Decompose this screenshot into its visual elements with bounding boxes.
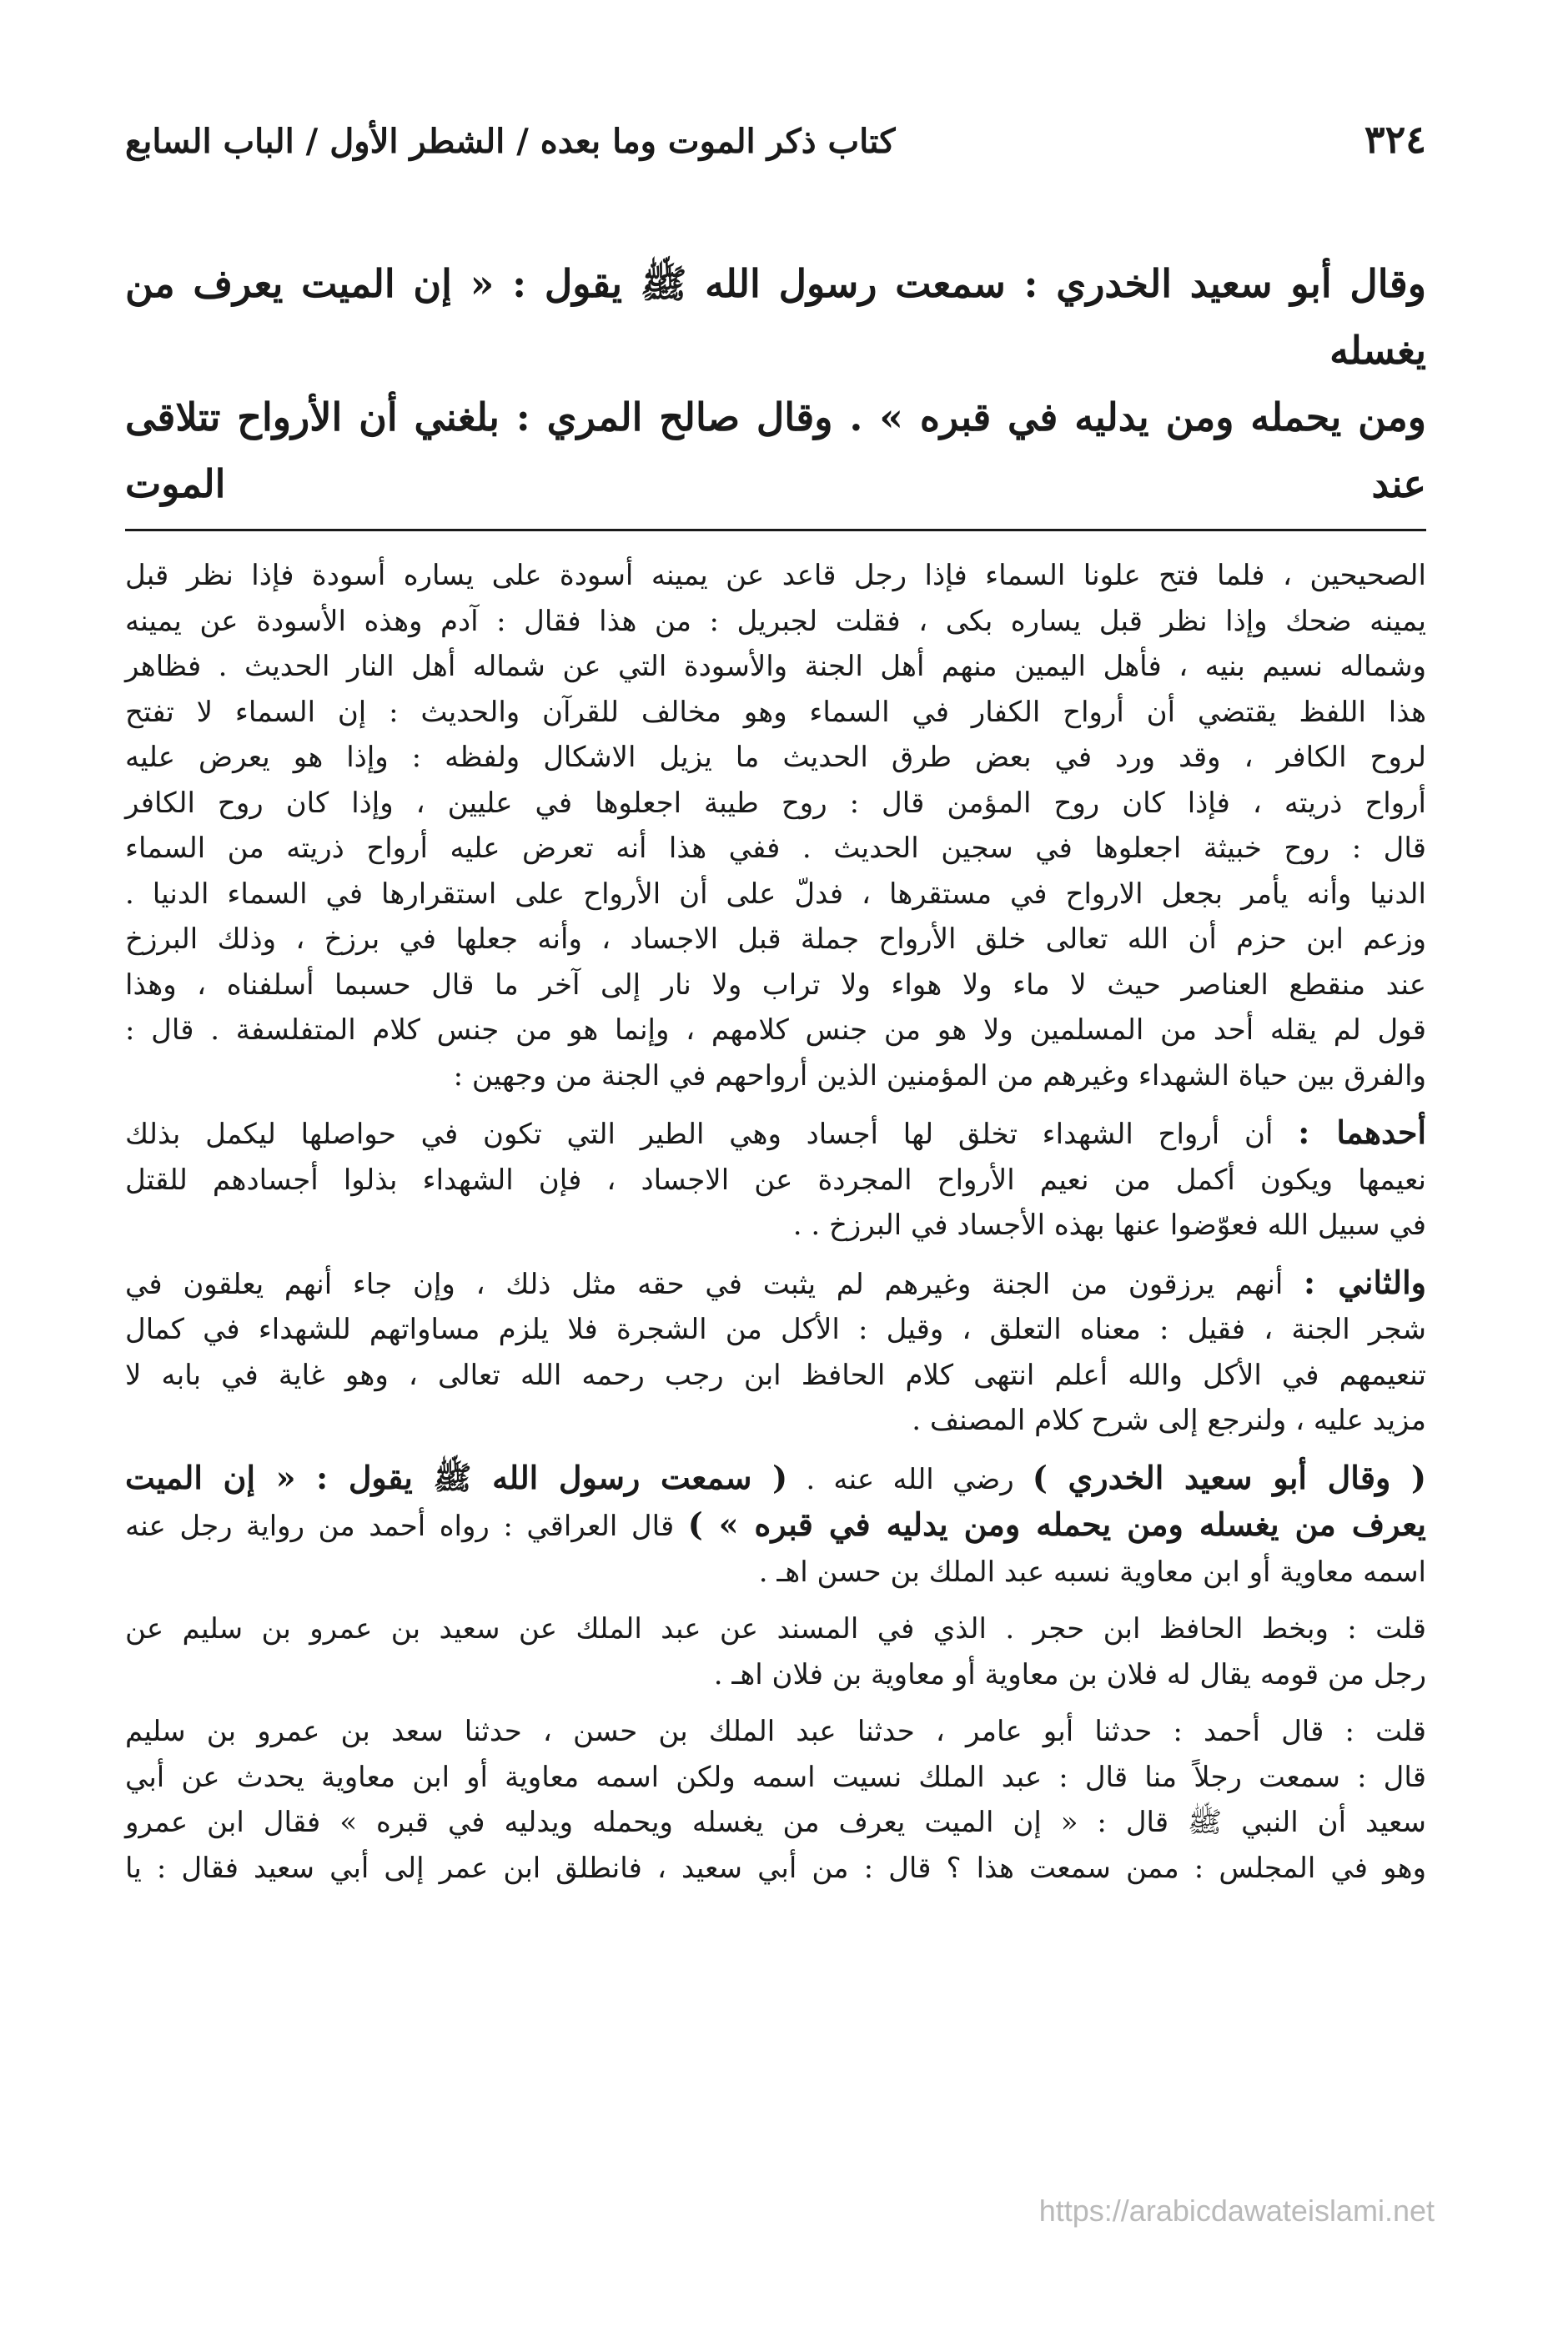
commentary-line: اسمه معاوية أو ابن معاوية نسبه عبد الملك بن حسن اهـ . <box>758 1555 1426 1589</box>
commentary-text: أنهم يرزقون من الجنة وغيرهم لم يثبت في حقه مثل ذلك ، وإن جاء أنهم يعلقون في <box>125 1267 1284 1301</box>
commentary-text: أن أرواح الشهداء تخلق لها أجساد وهي الطير التي تكون في حواصلها ليكمل بذلك <box>125 1118 1274 1151</box>
website-watermark: https://arabicdawateislami.net <box>1038 2194 1435 2228</box>
commentary-line: قال : سمعت رجلاً منا قال : عبد الملك نسيت اسمه ولكن اسمه معاوية أو ابن معاوية يحدث عن أبي <box>125 1760 1426 1794</box>
commentary-line: يمينه ضحك وإذا نظر قبل يساره بكى ، فقلت لجبريل : من هذا فقال : آدم وهذه الأسودة عن يمينه <box>125 604 1426 638</box>
paragraph-label: أحدهما : <box>1298 1113 1427 1151</box>
commentary-text: قال العراقي : رواه أحمد من رواية رجل عنه <box>125 1510 675 1543</box>
commentary-paragraph <box>125 1709 1426 1891</box>
commentary-line: في سبيل الله فعوّضوا عنها بهذه الأجساد في البرزخ . . <box>792 1209 1426 1242</box>
commentary-line: وهو في المجلس : ممن سمعت هذا ؟ قال : من أبي سعيد ، فانطلق ابن عمر إلى أبي سعيد فقال : يا <box>125 1851 1426 1885</box>
commentary-line: رجل من قومه يقال له فلان بن معاوية أو معاوية بن فلان اهـ . <box>713 1657 1426 1691</box>
commentary-line: مزيد عليه ، ولنرجع إلى شرح كلام المصنف . <box>912 1404 1426 1437</box>
commentary-line: والفرق بين حياة الشهداء وغيرهم من المؤمنين الذين أرواحهم في الجنة من وجهين : <box>453 1058 1426 1093</box>
commentary-line: لروح الكافر ، وقد ورد في بعض طرق الحديث ما يزيل الاشكال ولفظه : وإذا هو يعرض عليه <box>125 741 1426 774</box>
commentary-paragraph <box>125 1606 1426 1697</box>
commentary-paragraph <box>125 1110 1426 1249</box>
commentary-line <box>125 1110 1426 1158</box>
main-text-line: ومن يحمله ومن يدليه في قبره » . وقال صالح المري : بلغني أن الأرواح تتلاقى عند الموت <box>125 395 1426 506</box>
commentary-line: قول لم يقله أحد من المسلمين ولا هو من جنس كلامهم ، وإنما هو من جنس كلام المتفلسفة . قال : <box>125 1013 1426 1047</box>
commentary-line: أرواح ذريته ، فإذا كان روح المؤمن قال : روح طيبة اجعلوها في عليين ، وإذا كان روح الكافر <box>125 786 1426 820</box>
commentary-line <box>125 1502 1426 1550</box>
commentary-paragraph <box>125 1260 1426 1444</box>
main-text-line: وقال أبو سعيد الخدري : سمعت رسول الله ﷺ يقول : « إن الميت يعرف من يغسله <box>125 261 1426 373</box>
commentary <box>125 553 1426 1891</box>
commentary-line: قلت : قال أحمد : حدثنا أبو عامر ، حدثنا عبد الملك بن حسن ، حدثنا سعد بن عمرو بن سليم <box>125 1715 1426 1748</box>
commentary-line <box>125 1260 1426 1308</box>
quoted-main-text: ( سمعت رسول الله ﷺ يقول : « إن الميت <box>125 1458 788 1496</box>
main-text <box>125 250 1426 517</box>
page-number: ٣٢٤ <box>1364 117 1426 162</box>
commentary-line <box>125 1455 1426 1503</box>
commentary-line: عند منقطع العناصر حيث لا ماء ولا هواء ولا تراب ولا نار إلى آخر ما قال حسبما أسلفناه ، وهذا <box>125 967 1426 1002</box>
commentary-line: الدنيا وأنه يأمر بجعل الارواح في مستقرها ، فدلّ على أن الأرواح على استقرارها في السماء الدنيا . <box>125 877 1426 911</box>
separator-rule <box>125 529 1426 531</box>
commentary-line: وزعم ابن حزم أن الله تعالى خلق الأرواح جملة قبل الاجساد ، وأنه جعلها في برزخ ، وذلك البرزخ <box>125 922 1426 956</box>
commentary-paragraph <box>125 1455 1426 1596</box>
commentary-line: الصحيحين ، فلما فتح علونا السماء فإذا رجل قاعد عن يمينه أسودة على يساره أسودة فإذا نظر قبل <box>125 559 1426 592</box>
commentary-line: تنعيمهم في الأكل والله أعلم انتهى كلام الحافظ ابن رجب رحمه الله تعالى ، وهو غاية في بابه لا <box>125 1358 1426 1392</box>
quoted-main-text: ( وقال أبو سعيد الخدري ) <box>1032 1458 1426 1496</box>
commentary-line: قلت : وبخط الحافظ ابن حجر . الذي في المسند عن عبد الملك عن سعيد بن عمرو بن سليم عن <box>125 1612 1426 1646</box>
page-header <box>125 117 1426 175</box>
commentary-line: وشماله نسيم بنيه ، فأهل اليمين منهم أهل الجنة والأسودة التي عن شماله أهل النار الحديث . فظاهر <box>125 650 1426 683</box>
commentary-line: قال : روح خبيثة اجعلوها في سجين الحديث . ففي هذا أنه تعرض عليه أرواح ذريته من السماء <box>125 832 1426 865</box>
commentary-line: شجر الجنة ، فقيل : معناه التعلق ، وقيل : الأكل من الشجرة فلا يلزم مساواتهم للشهداء في كمال <box>125 1313 1426 1346</box>
commentary-text: رضي الله عنه . <box>806 1462 1014 1496</box>
book-page <box>125 117 1426 1891</box>
commentary-line: سعيد أن النبي ﷺ قال : « إن الميت يعرف من يغسله ويحمله ويدليه في قبره » فقال ابن عمرو <box>125 1806 1426 1839</box>
commentary-paragraph <box>125 553 1426 1098</box>
running-title: كتاب ذكر الموت وما بعده / الشطر الأول / الباب السابع <box>125 122 896 161</box>
paragraph-label: والثاني : <box>1304 1263 1426 1301</box>
commentary-line: هذا اللفظ يقتضي أن أرواح الكفار في السماء وهو مخالف للقرآن والحديث : إن السماء لا تفتح <box>125 695 1426 729</box>
quoted-main-text: يعرف من يغسله ومن يحمله ومن يدليه في قبره » ) <box>687 1505 1426 1543</box>
commentary-line: نعيمها ويكون أكمل من نعيم الأرواح المجردة عن الاجساد ، فإن الشهداء بذلوا أجسادهم للقتل <box>125 1163 1426 1197</box>
